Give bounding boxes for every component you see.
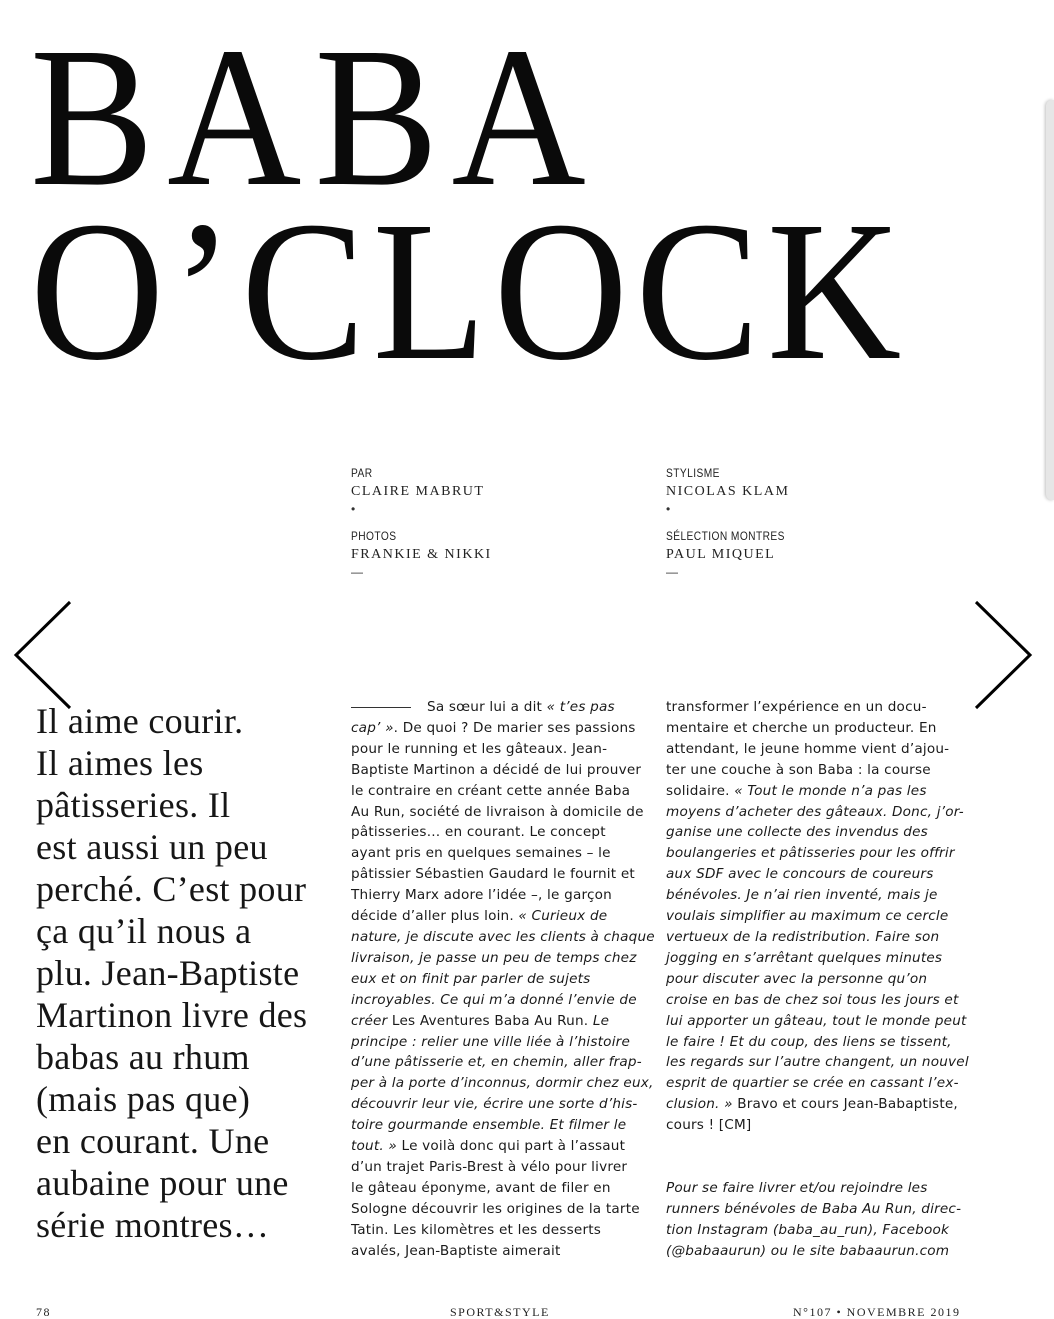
text-line: solidaire. « Tout le monde n’a pas les (666, 782, 927, 799)
text-line: ganise une collecte des invendus des (666, 824, 928, 841)
lead-line: est aussi un peu (36, 827, 268, 867)
lead-paragraph (36, 700, 336, 1246)
headline-line-1: BABA (30, 7, 599, 228)
drop-rule (351, 707, 411, 708)
footer-issue: N°107 • NOVEMBRE 2019 (793, 1305, 961, 1319)
text-line: pour le running et les gâteaux. Jean- (351, 740, 608, 757)
text-line: per à la porte d’inconnus, dormir chez eux, (351, 1075, 654, 1092)
text-line: livraison, je passe un peu de temps chez (351, 949, 637, 966)
text-line: voulais simplifier au maximum ce cercle (666, 908, 949, 925)
text-line: principe : relier une ville liée à l’histoire (351, 1033, 631, 1050)
chevron-left-icon (10, 600, 74, 710)
text-line: mentaire et cherche un producteur. En (666, 719, 937, 736)
previous-page-button[interactable] (10, 600, 74, 710)
body-column-right (666, 697, 969, 1261)
text-line: décide d’aller plus loin. « Curieux de (351, 908, 608, 925)
text-line: toire gourmande ensemble. Et filmer le (351, 1117, 627, 1134)
credit-label: PAR (351, 466, 373, 480)
text-line: Sologne découvrir les origines de la tarte (351, 1200, 640, 1217)
lead-line: plu. Jean-Baptiste (36, 953, 300, 993)
text-line: ter une couche à son Baba : la course (666, 761, 931, 778)
text-line: incroyables. Ce qui m’a donné l’envie de (351, 991, 637, 1008)
text-line: tout. » Le voilà donc qui part à l’assaut (351, 1138, 626, 1155)
text-line: Pour se faire livrer et/ou rejoindre les (666, 1179, 928, 1196)
credit-label: PHOTOS (351, 529, 397, 543)
text-line: pâtissier Sébastien Gaudard le fournit et (351, 866, 635, 883)
text-line: tion Instagram (baba_au_run), Facebook (666, 1221, 950, 1238)
text-line (666, 1136, 956, 1157)
lead-line: aubaine pour une (36, 1163, 289, 1203)
text-line: lui apporter un gâteau, tout le monde peut (666, 1012, 967, 1029)
text-line: le faire ! Et du coup, des liens se tissent, (666, 1033, 952, 1050)
text-line: les regards sur l’autre changent, un nouvel (666, 1054, 969, 1071)
text-line: cap’ ». De quoi ? De marier ses passions (351, 719, 636, 736)
text-line: Au Run, société de livraison à domicile de (351, 803, 644, 820)
text-line: transformer l’expérience en un docu- (666, 699, 927, 715)
credit-value: PAUL MIQUEL (666, 547, 776, 562)
text-line: le gâteau éponyme, avant de filer en (351, 1179, 611, 1196)
text-line: vertueux de la redistribution. Faire son (666, 928, 940, 945)
headline-line-2: O’CLOCK (30, 181, 909, 402)
credit-photos (351, 529, 492, 579)
credit-separator: — (351, 565, 363, 579)
text-line: pour discuter avec la personne qu’on (666, 970, 928, 987)
body-column-middle (351, 697, 655, 1261)
text-line: Thierry Marx adore l’idée –, le garçon (351, 887, 612, 904)
lead-line: ça qu’il nous a (36, 911, 252, 951)
text-line: le contraire en créant cette année Baba (351, 782, 631, 799)
scrollbar-handle[interactable] (1046, 100, 1054, 500)
credit-value: FRANKIE & NIKKI (351, 547, 492, 562)
text-line: cours ! [CM] (666, 1117, 752, 1134)
text-line: découvrir leur vie, écrire une sorte d’his- (351, 1096, 638, 1113)
lead-line: perché. C’est pour (36, 869, 307, 909)
text-line: moyens d’acheter des gâteaux. Donc, j’or- (666, 803, 964, 820)
text-line: clusion. » Bravo et cours Jean-Babaptiste, (666, 1096, 958, 1113)
footer-brand: SPORT&STYLE (450, 1305, 550, 1319)
credit-author (351, 466, 484, 516)
text-line: avalés, Jean-Baptiste aimerait (351, 1242, 561, 1259)
lead-line: Il aime courir. (36, 701, 244, 741)
text-line: nature, je discute avec les clients à chaque (351, 928, 655, 945)
text-line: d’un trajet Paris-Brest à vélo pour livrer (351, 1158, 628, 1175)
text-line: runners bénévoles de Baba Au Run, direc- (666, 1200, 962, 1217)
text-line: aux SDF avec le concours de coureurs (666, 866, 934, 883)
footer-page-number: 78 (36, 1305, 51, 1319)
text-line: jogging en s’arrêtant quelques minutes (666, 949, 943, 966)
lead-line: série montres… (36, 1205, 270, 1245)
text-line: ayant pris en quelques semaines – le (351, 845, 611, 862)
lead-line: babas au rhum (36, 1037, 250, 1077)
text-line: créer Les Aventures Baba Au Run. Le (351, 1012, 610, 1029)
text-line: Sa sœur lui a dit « t’es pas (351, 697, 641, 718)
text-line: d’une pâtisserie et, en chemin, aller frap- (351, 1054, 642, 1071)
lead-line: en courant. Une (36, 1121, 270, 1161)
lead-line: pâtisseries. Il (36, 785, 231, 825)
credit-styling (666, 466, 789, 516)
lead-line: Il aimes les (36, 743, 204, 783)
lead-line: Martinon livre des (36, 995, 308, 1035)
credit-value: NICOLAS KLAM (666, 484, 790, 499)
text-line: pâtisseries… en courant. Le concept (351, 824, 606, 841)
credit-separator: • (351, 502, 356, 516)
credit-separator: — (666, 565, 678, 579)
text-line: croise en bas de chez soi tous les jours et (666, 991, 959, 1008)
text-line: Baptiste Martinon a décidé de lui prouver (351, 761, 642, 778)
text-line: boulangeries et pâtisseries pour les offrir (666, 845, 955, 862)
chevron-right-icon (972, 600, 1036, 710)
text-line (666, 1157, 956, 1178)
credit-separator: • (666, 502, 671, 516)
lead-line: (mais pas que) (36, 1079, 251, 1119)
credit-value: CLAIRE MABRUT (351, 484, 485, 499)
text-line: eux et on finit par parler de sujets (351, 970, 591, 987)
text-line: (@babaaurun) ou le site babaaurun.com (666, 1242, 950, 1259)
credit-label: SÉLECTION MONTRES (666, 529, 785, 543)
next-page-button[interactable] (972, 600, 1036, 710)
text-line: bénévoles. Je n’ai rien inventé, mais je (666, 887, 938, 904)
text-line: Tatin. Les kilomètres et les desserts (351, 1221, 602, 1238)
text-line: esprit de quartier se crée en cassant l’ex- (666, 1075, 959, 1092)
credit-watches (666, 529, 806, 579)
credit-label: STYLISME (666, 466, 720, 480)
text-line: attendant, le jeune homme vient d’ajou- (666, 740, 950, 757)
